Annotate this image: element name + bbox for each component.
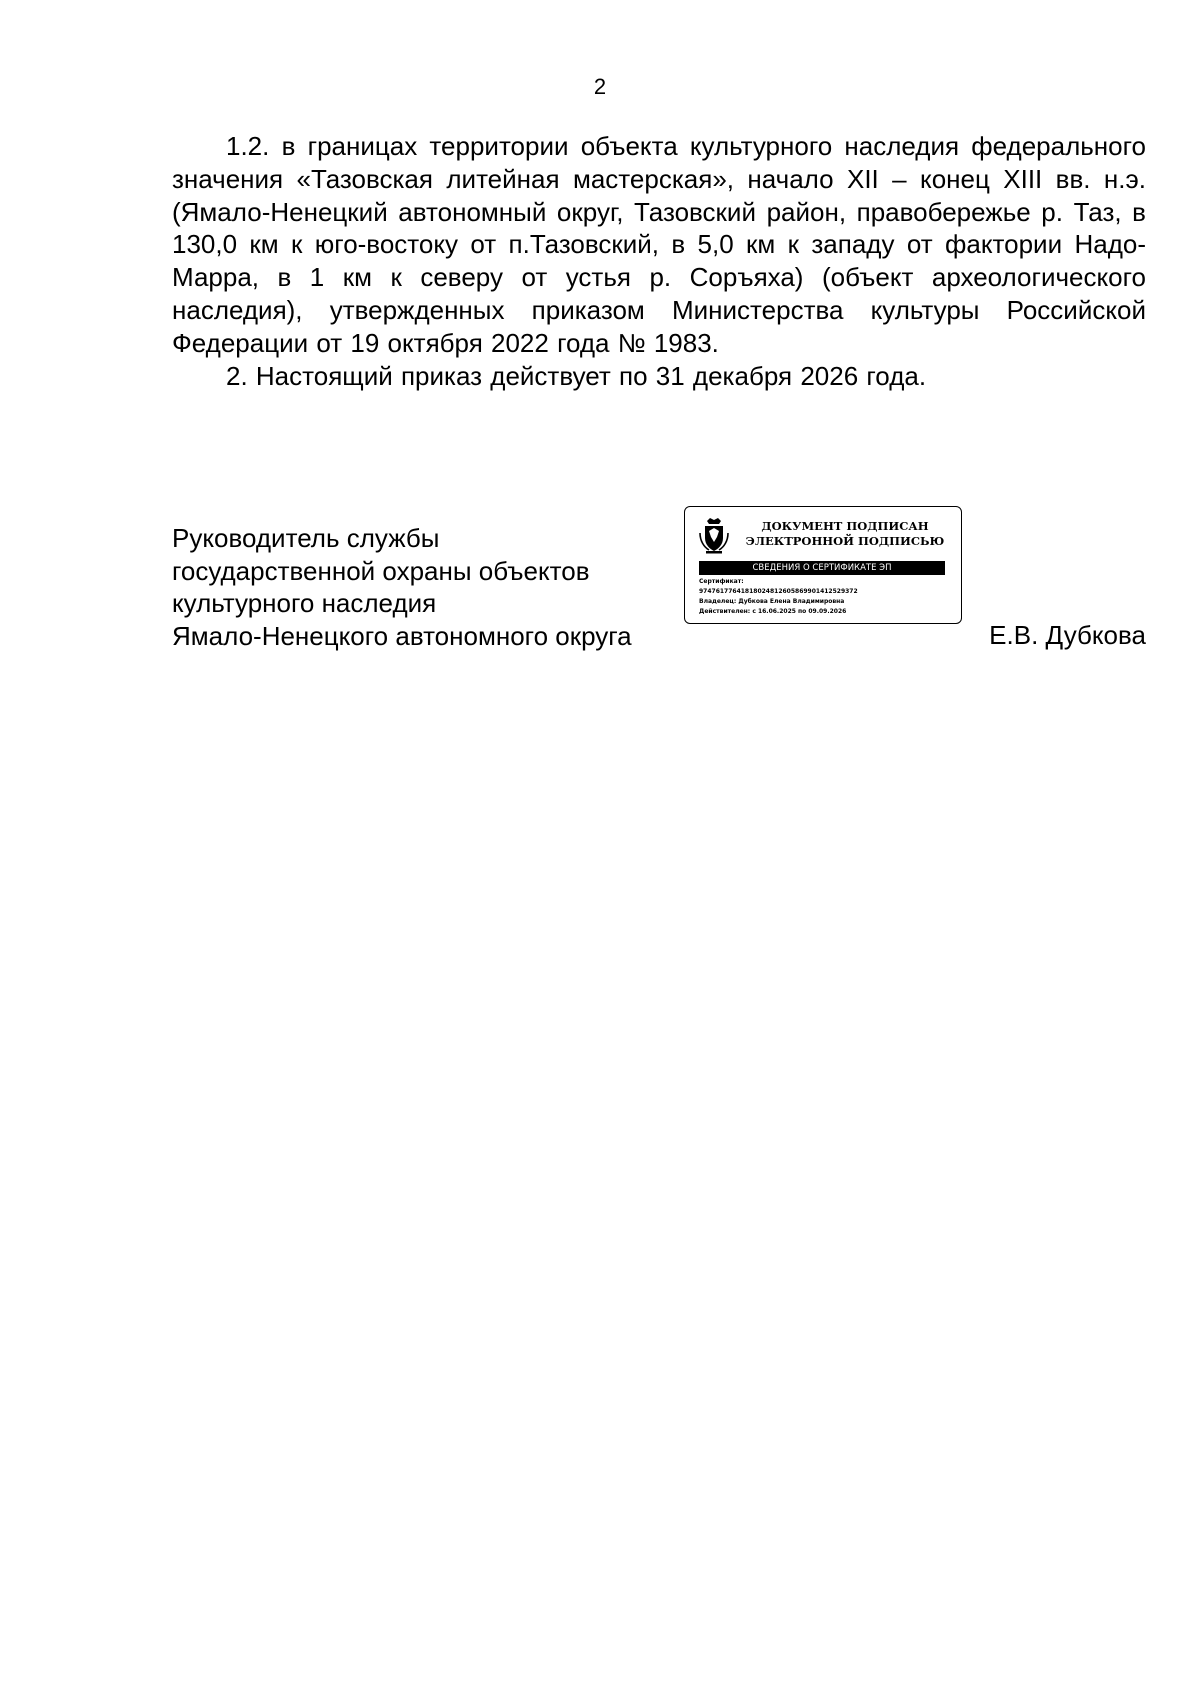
signer-position [172, 522, 632, 652]
validity-period: с 16.06.2025 по 09.09.2026 [752, 608, 847, 615]
signer-position-line: государственной охраны объектов [172, 555, 590, 586]
paragraph-1-2: 1.2. в границах территории объекта культурного наследия федерального значения «Тазовская литейная мастерская», начало XII – конец XIII вв. н.э. (Ямало-Ненецкий автономный округ, Тазовский район, правобережье р. Таз, в 130,0 км к юго-востоку от п.Тазовский, в 5,0 км к западу от фактории Надо-Марра, в 1 км к северу от устья р. Соръяха) (объект археологического наследия), утвержденных приказом Министерства культуры Российской Федерации от 19 октября 2022 года № 1983. [172, 131, 1147, 358]
paragraph-2: 2. Настоящий приказ действует по 31 декабря 2026 года. [226, 360, 927, 391]
electronic-signature-stamp [684, 506, 962, 624]
stamp-heading [735, 519, 955, 549]
owner-label: Владелец: [699, 598, 737, 605]
owner-name: Дубкова Елена Владимировна [738, 598, 845, 605]
signature-block [172, 519, 1146, 662]
signer-position-line: Руководитель службы [172, 523, 440, 553]
stamp-heading-line: ЭЛЕКТРОННОЙ ПОДПИСЬЮ [745, 534, 945, 548]
signer-name: Е.В. Дубкова [989, 620, 1146, 650]
signer-position-line: культурного наследия [172, 588, 437, 618]
stamp-heading-line: ДОКУМЕНТ ПОДПИСАН [761, 519, 929, 533]
certificate-number: 97476177641818024812605869901412529372 [699, 588, 858, 595]
coat-of-arms-icon [699, 517, 729, 555]
certificate-label: Сертификат: [699, 578, 744, 585]
certificate-details [699, 577, 949, 617]
validity-label: Действителен: [699, 608, 751, 615]
certificate-owner-row [699, 597, 949, 607]
page-number: 2 [593, 74, 607, 99]
signer-position-line: Ямало-Ненецкого автономного округа [172, 620, 632, 651]
certificate-info-bar: СВЕДЕНИЯ О СЕРТИФИКАТЕ ЭП [699, 561, 945, 575]
certificate-validity-row [699, 607, 949, 617]
order-body-text [172, 130, 1146, 392]
